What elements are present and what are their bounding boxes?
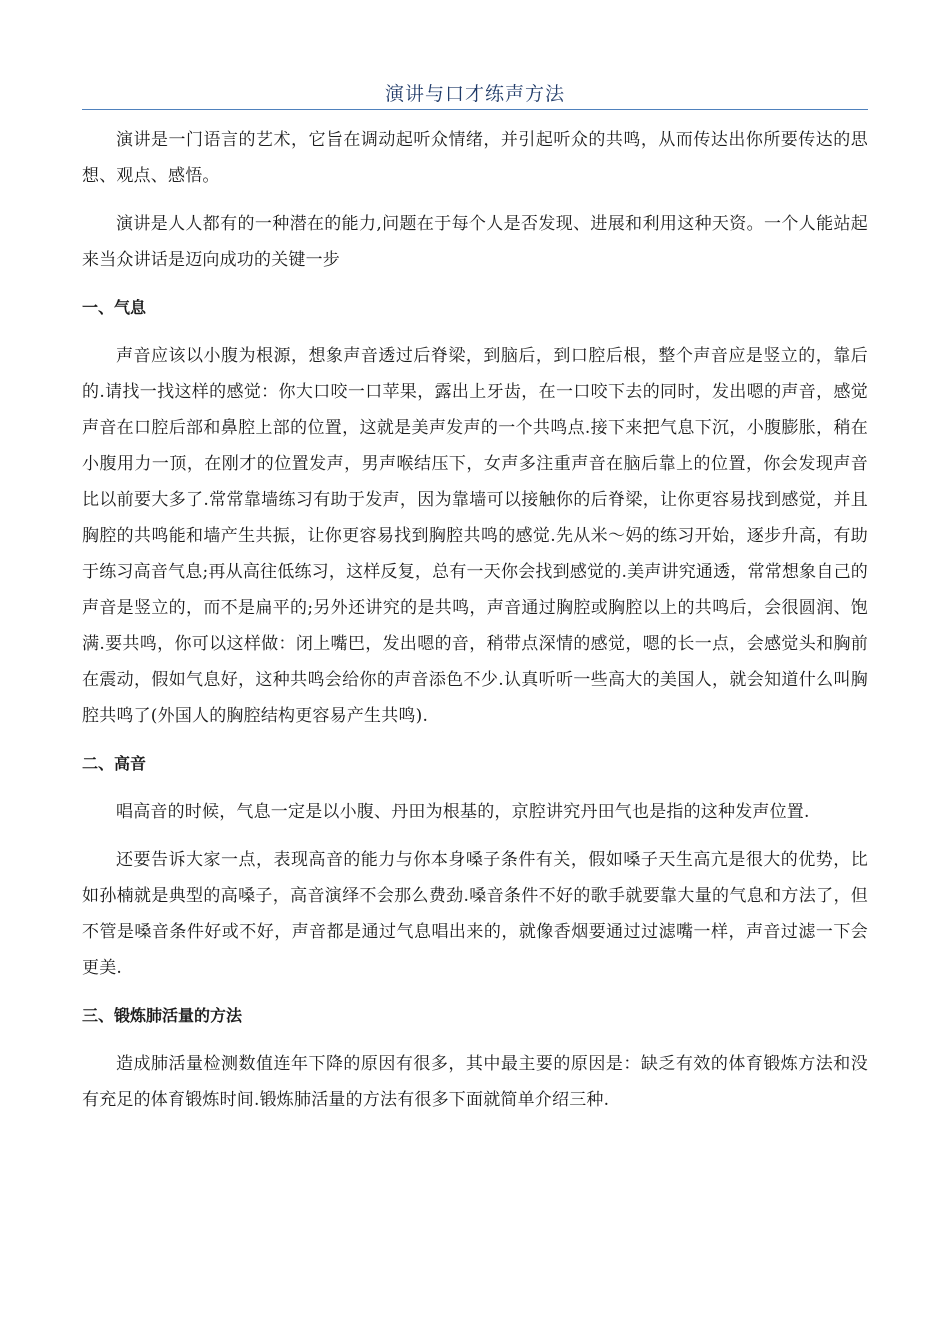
breath-paragraph-1: 声音应该以小腹为根源，想象声音透过后脊梁，到脑后，到口腔后根，整个声音应是竖立的，靠后的.请找一找这样的感觉：你大口咬一口苹果，露出上牙齿，在一口咬下去的同时，发出嗯的声音，感觉声音在口腔后部和鼻腔上部的位置，这就是美声发声的一个共鸣点.接下来把气息下沉，小腹膨胀，稍在小腹用力一顶，在刚才的位置发声，男声喉结压下，女声多注重声音在脑后靠上的位置，你会发现声音比以前要大多了.常常靠墙练习有助于发声，因为靠墙可以接触你的后脊梁，让你更容易找到感觉，并且胸腔的共鸣能和墙产生共振，让你更容易找到胸腔共鸣的感觉.先从米～妈的练习开始，逐步升高，有助于练习高音气息;再从高往低练习，这样反复，总有一天你会找到感觉的.美声讲究通透，常常想象自己的声音是竖立的，而不是扁平的;另外还讲究的是共鸣，声音通过胸腔或胸腔以上的共鸣后，会很圆润、饱满.要共鸣，你可以这样做：闭上嘴巴，发出嗯的音，稍带点深情的感觉，嗯的长一点，会感觉头和胸前在震动，假如气息好，这种共鸣会给你的声音添色不少.认真听听一些高大的美国人，就会知道什么叫胸腔共鸣了(外国人的胸腔结构更容易产生共鸣). (82, 346, 868, 726)
section-heading-high-pitch: 二、高音 (82, 754, 147, 773)
section-heading-lung-capacity: 三、锻炼肺活量的方法 (82, 1006, 243, 1025)
title-underline-rule (82, 109, 868, 110)
document-title: 演讲与口才练声方法 (384, 83, 565, 105)
section-heading-breath: 一、气息 (82, 298, 147, 317)
high-pitch-paragraph-1: 唱高音的时候，气息一定是以小腹、丹田为根基的，京腔讲究丹田气也是指的这种发声位置. (116, 802, 810, 822)
intro-paragraph-2: 演讲是人人都有的一种潜在的能力,问题在于每个人是否发现、进展和利用这种天资。一个人能站起来当众讲话是迈向成功的关键一步 (82, 214, 868, 270)
document-body (82, 122, 868, 1130)
intro-paragraph-1: 演讲是一门语言的艺术，它旨在调动起听众情绪，并引起听众的共鸣，从而传达出你所要传达的思想、观点、感悟。 (82, 130, 868, 186)
lung-capacity-paragraph-1: 造成肺活量检测数值连年下降的原因有很多，其中最主要的原因是：缺乏有效的体育锻炼方法和没有充足的体育锻炼时间.锻炼肺活量的方法有很多下面就简单介绍三种. (82, 1054, 868, 1110)
high-pitch-paragraph-2: 还要告诉大家一点，表现高音的能力与你本身嗓子条件有关，假如嗓子天生高亢是很大的优势，比如孙楠就是典型的高嗓子，高音演绎不会那么费劲.嗓音条件不好的歌手就要靠大量的气息和方法了，但不管是嗓音条件好或不好，声音都是通过气息唱出来的，就像香烟要通过过滤嘴一样，声音过滤一下会更美. (82, 850, 868, 978)
